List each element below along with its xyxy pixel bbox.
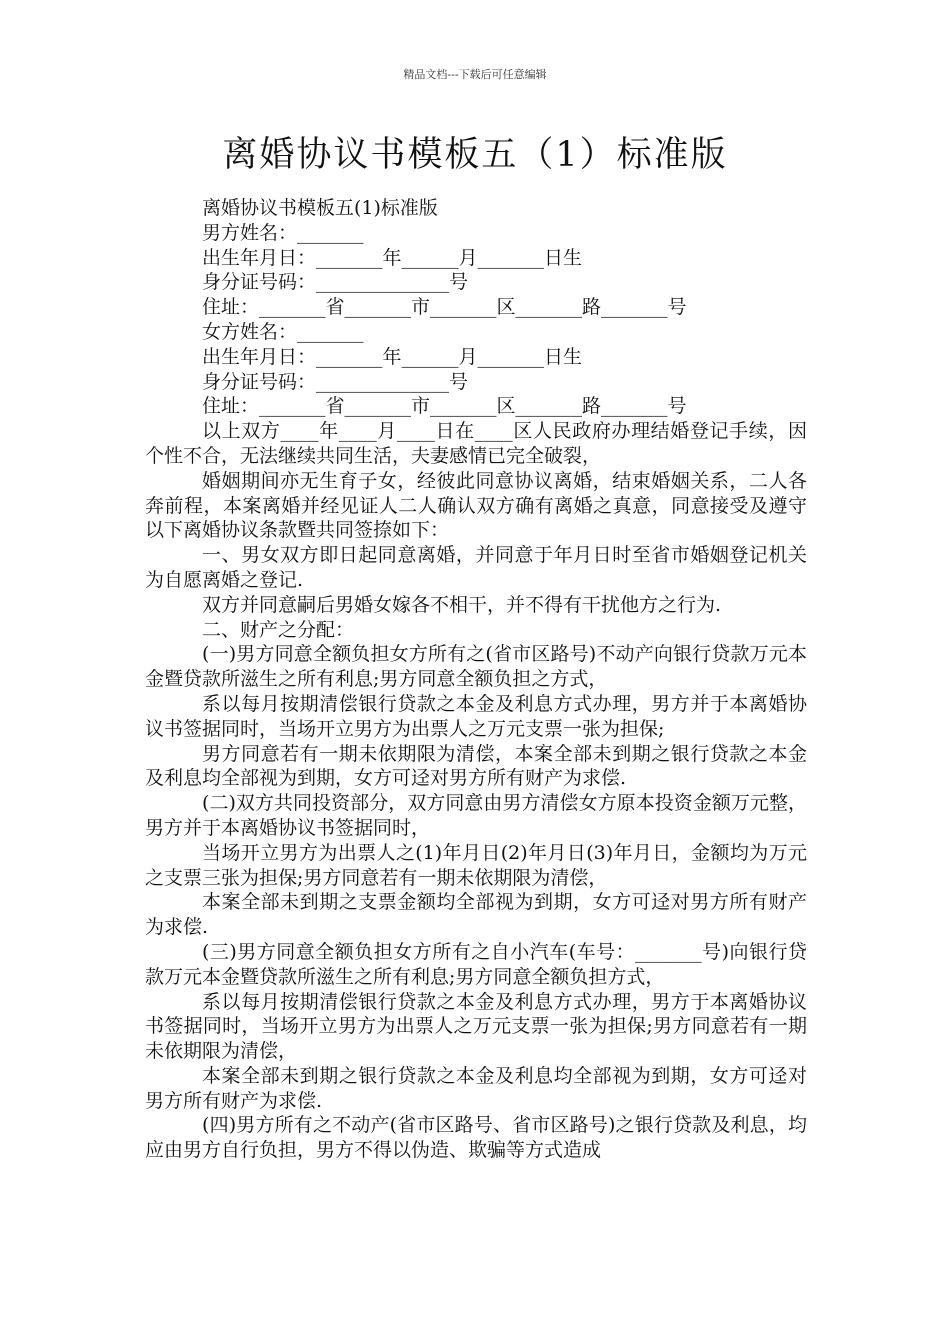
paragraph: 婚姻期间亦无生育子女，经彼此同意协议离婚，结束婚姻关系，二人各奔前程，本案离婚并经见证人二人确认双方确有离婚之真意，同意接受及遵守以下离婚协议条款暨共同签捺如下：	[145, 469, 807, 542]
paragraph: 系以每月按期清偿银行贷款之本金及利息方式办理，男方于本离婚协议书签据同时，当场开立男方为出票人之万元支票一张为担保;男方同意若有一期未依期限为清偿，	[145, 990, 807, 1063]
man-id-line: 身分证号码：______________号	[202, 271, 469, 294]
paragraph: 当场开立男方为出票人之(1)年月日(2)年月日(3)年月日，金额均为万元之支票三张为担保;男方同意若有一期未依期限为清偿，	[145, 841, 807, 889]
document-body	[145, 196, 807, 1163]
paragraph: 本案全部未到期之支票金额均全部视为到期，女方可迳对男方所有财产为求偿.	[145, 891, 807, 939]
subtitle-line: 离婚协议书模板五(1)标准版	[202, 197, 438, 219]
paragraph: (三)男方同意全额负担女方所有之自小汽车(车号：_______号)向银行贷款万元本金暨贷款所滋生之所有利息;男方同意全额负担方式，	[145, 940, 807, 988]
woman-birth-line: 出生年月日：_______年______月_______日生	[202, 345, 583, 368]
paragraph: (四)男方所有之不动产(省市区路号、省市区路号)之银行贷款及利息，均应由男方自行负担，男方不得以伪造、欺骗等方式造成	[145, 1114, 807, 1162]
paragraph: 本案全部未到期之银行贷款之本金及利息均全部视为到期，女方可迳对男方所有财产为求偿.	[145, 1064, 807, 1112]
paragraph: 二、财产之分配：	[202, 618, 355, 641]
paragraph: 双方并同意嗣后男婚女嫁各不相干，并不得有干扰他方之行为.	[202, 593, 722, 616]
paragraph: 系以每月按期清偿银行贷款之本金及利息方式办理，男方并于本离婚协议书签据同时，当场开立男方为出票人之万元支票一张为担保;	[145, 692, 807, 740]
page-header: 精品文档---下载后可任意编辑	[403, 68, 547, 81]
document-title: 离婚协议书模板五（1）标准版	[222, 135, 728, 175]
paragraph: (一)男方同意全额负担女方所有之(省市区路号)不动产向银行贷款万元本金暨贷款所滋生之所有利息;男方同意全额负担之方式，	[145, 643, 807, 691]
man-birth-line: 出生年月日：_______年______月_______日生	[202, 246, 583, 269]
paragraph: 以上双方____年____月____日在____区人民政府办理结婚登记手续，因个性不合，无法继续共同生活，夫妻感情已完全破裂，	[145, 420, 807, 467]
paragraph: (二)双方共同投资部分，双方同意由男方清偿女方原本投资金额万元整，男方并于本离婚协议书签据同时，	[145, 792, 807, 839]
woman-name-line: 女方姓名：_______	[202, 320, 364, 343]
man-name-line: 男方姓名：_______	[202, 221, 364, 244]
woman-id-line: 身分证号码：______________号	[202, 370, 469, 393]
paragraph: 一、男女双方即日起同意离婚，并同意于年月日时至省市婚姻登记机关为自愿离婚之登记.	[145, 544, 807, 591]
man-address-line: 住址：_______省_______市_______区_______路_______号	[202, 296, 687, 319]
paragraph: 男方同意若有一期未依期限为清偿，本案全部未到期之银行贷款之本金及利息均全部视为到期，女方可迳对男方所有财产为求偿.	[145, 742, 807, 790]
woman-address-line: 住址：_______省_______市_______区_______路_______号	[202, 395, 687, 418]
